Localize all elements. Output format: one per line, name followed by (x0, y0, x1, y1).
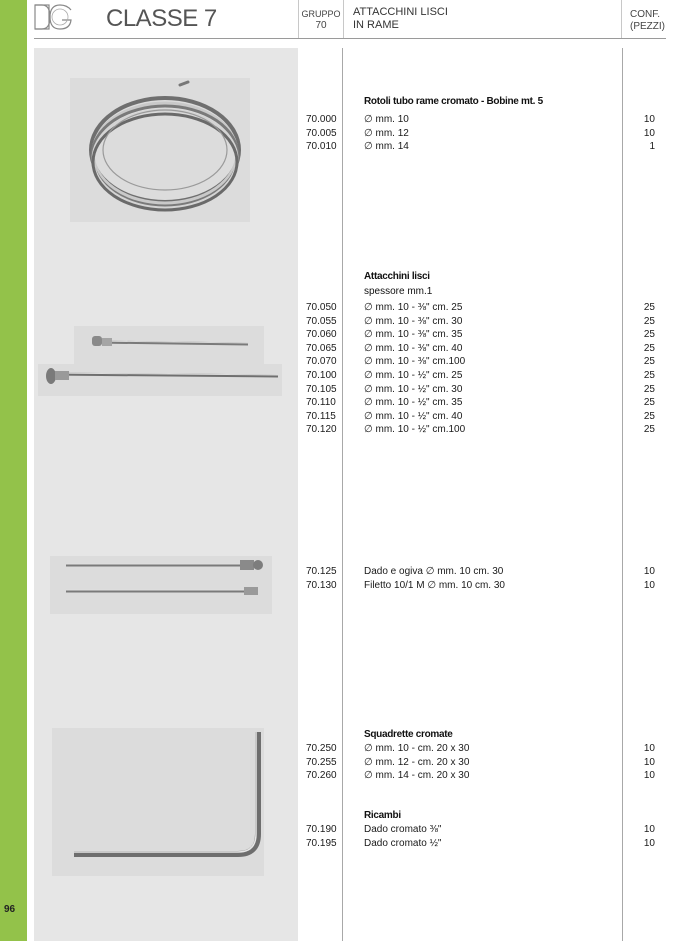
dado-filetto-image (50, 556, 272, 614)
product-description: Dado cromato ⅜" (364, 824, 442, 835)
squadrette-quantities (625, 742, 655, 783)
section-heading (353, 6, 448, 32)
gruppo-label: GRUPPO (301, 9, 341, 19)
product-code: 70.060 (306, 329, 337, 341)
column-divider-left (342, 48, 343, 941)
product-description: ∅ mm. 10 - cm. 20 x 30 (364, 743, 470, 754)
product-description: ∅ mm. 14 (364, 141, 409, 153)
product-code: 70.255 (306, 756, 337, 768)
product-description: ∅ mm. 10 - ⅜" cm. 35 (364, 329, 463, 341)
product-code: 70.105 (306, 383, 337, 395)
ricambi-title: Ricambi (364, 810, 401, 821)
product-code: 70.190 (306, 824, 337, 835)
product-quantity: 25 (643, 356, 655, 368)
product-quantity: 10 (643, 770, 655, 782)
product-description: ∅ mm. 12 - cm. 20 x 30 (364, 756, 470, 768)
product-code: 70.010 (306, 141, 337, 153)
conf-label-line2: (PEZZI) (630, 21, 665, 32)
attacchini-codes (306, 301, 337, 437)
squadrette-codes (306, 742, 337, 783)
product-quantity: 25 (643, 369, 655, 381)
squadrette-descriptions (364, 742, 469, 783)
dg-logo-icon (34, 2, 74, 32)
section-heading-line2: IN RAME (353, 19, 399, 31)
product-quantity: 10 (643, 579, 655, 591)
product-quantity: 10 (643, 824, 655, 835)
gruppo-number: 70 (315, 20, 327, 31)
product-description: ∅ mm. 10 - ⅜" cm. 25 (364, 302, 463, 313)
product-code: 70.000 (306, 114, 337, 125)
product-code: 70.260 (306, 770, 337, 782)
product-code: 70.250 (306, 743, 337, 754)
page-number: 96 (4, 904, 16, 915)
product-quantity: 1 (649, 141, 655, 153)
product-description: ∅ mm. 10 - ⅜" cm. 40 (364, 342, 463, 354)
product-description: ∅ mm. 10 - ½" cm. 25 (364, 369, 463, 381)
product-description: ∅ mm. 10 - ½" cm. 40 (364, 410, 463, 422)
product-code: 70.050 (306, 302, 337, 313)
squadretta-image (52, 728, 264, 876)
product-quantity: 25 (643, 302, 655, 313)
product-description: ∅ mm. 10 - ⅜" cm.100 (364, 356, 466, 368)
header-divider (34, 38, 666, 39)
product-quantity: 25 (643, 397, 655, 409)
product-quantity: 25 (643, 315, 655, 327)
product-code: 70.115 (306, 410, 336, 422)
product-quantity: 25 (643, 329, 655, 341)
rotoli-quantities (625, 113, 655, 154)
conf-box (621, 0, 665, 38)
product-code: 70.195 (306, 837, 337, 849)
rotoli-codes (306, 113, 337, 154)
product-code: 70.100 (306, 369, 337, 381)
side-color-bar (0, 0, 27, 941)
product-description: ∅ mm. 12 (364, 127, 409, 139)
copper-coil-image (70, 78, 250, 222)
product-description: ∅ mm. 10 - ½" cm. 35 (364, 397, 463, 409)
attacchini-descriptions (364, 301, 465, 437)
rotoli-descriptions (364, 113, 409, 154)
attacchini-image (38, 326, 282, 396)
product-description: Dado e ogiva ∅ mm. 10 cm. 30 (364, 566, 504, 577)
ricambi-codes (306, 823, 337, 850)
product-quantity: 10 (643, 743, 655, 754)
gruppo-box (298, 0, 344, 38)
rotoli-title: Rotoli tubo rame cromato - Bobine mt. 5 (364, 96, 543, 107)
product-quantity: 25 (643, 424, 655, 436)
product-description: Filetto 10/1 M ∅ mm. 10 cm. 30 (364, 579, 505, 591)
product-code: 70.005 (306, 127, 337, 139)
product-code: 70.055 (306, 315, 337, 327)
product-description: ∅ mm. 14 - cm. 20 x 30 (364, 770, 470, 782)
ricambi-quantities (625, 823, 655, 850)
product-quantity: 10 (643, 114, 655, 125)
product-code: 70.130 (306, 579, 337, 591)
conf-label-line1: CONF. (630, 9, 660, 20)
dado-codes (306, 565, 337, 592)
attacchini-title: Attacchini lisci (364, 271, 430, 282)
attacchini-quantities (625, 301, 655, 437)
ricambi-descriptions (364, 823, 441, 850)
product-quantity: 10 (643, 756, 655, 768)
product-code: 70.070 (306, 356, 337, 368)
dado-descriptions (364, 565, 505, 592)
product-description: Dado cromato ½" (364, 837, 442, 849)
product-code: 70.120 (306, 424, 337, 436)
column-divider-right (622, 48, 623, 941)
product-quantity: 10 (643, 566, 655, 577)
product-quantity: 25 (643, 342, 655, 354)
dado-quantities (625, 565, 655, 592)
product-quantity: 10 (643, 127, 655, 139)
product-quantity: 25 (643, 383, 655, 395)
product-quantity: 25 (643, 410, 655, 422)
product-code: 70.110 (306, 397, 336, 409)
product-description: ∅ mm. 10 - ⅜" cm. 30 (364, 315, 463, 327)
product-description: ∅ mm. 10 - ½" cm.100 (364, 424, 466, 436)
product-description: ∅ mm. 10 (364, 114, 409, 125)
class-title: CLASSE 7 (106, 5, 217, 32)
product-quantity: 10 (643, 837, 655, 849)
product-code: 70.065 (306, 342, 337, 354)
attacchini-subtitle: spessore mm.1 (364, 286, 433, 297)
section-heading-line1: ATTACCHINI LISCI (353, 6, 448, 18)
product-code: 70.125 (306, 566, 337, 577)
product-description: ∅ mm. 10 - ½" cm. 30 (364, 383, 463, 395)
squadrette-title: Squadrette cromate (364, 729, 453, 740)
